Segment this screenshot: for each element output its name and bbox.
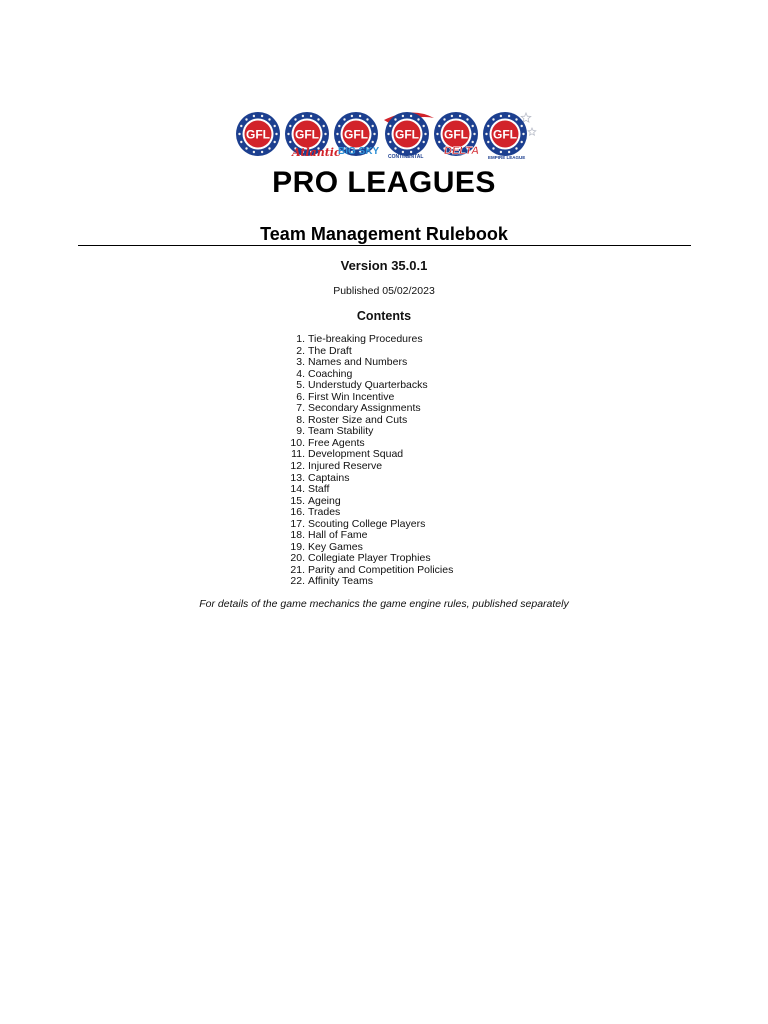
badge-star-dot	[336, 133, 338, 135]
badge-star-dot	[459, 115, 461, 117]
contents-item	[282, 484, 453, 496]
badge-star-dot	[410, 151, 412, 153]
league-logos	[234, 110, 538, 162]
badge-star-dot	[521, 141, 523, 143]
badge-star-dot	[240, 141, 242, 143]
badge-star-dot	[472, 141, 474, 143]
badge-star-dot	[338, 125, 340, 127]
badge-star-dot	[423, 141, 425, 143]
badge-star-dot	[410, 115, 412, 117]
badge-star-dot	[289, 141, 291, 143]
contents-item-label: Coaching	[308, 367, 353, 380]
contents-item-number: 8.	[296, 413, 305, 426]
table-of-contents	[282, 334, 453, 588]
badge-star-dot	[451, 115, 453, 117]
contents-item-label: Staff	[308, 483, 330, 496]
badge-star-dot	[500, 115, 502, 117]
badge-text: GFL	[444, 127, 468, 142]
atlantic-wordmark: Atlantic	[292, 146, 341, 159]
contents-item-label: Free Agents	[308, 436, 365, 449]
star-icon	[521, 113, 531, 122]
contents-item-label: Injured Reserve	[308, 460, 383, 473]
badge-star-dot	[394, 147, 396, 149]
contents-item-number: 4.	[296, 367, 305, 380]
badge-gfl-continental	[385, 112, 429, 156]
badge-star-dot	[423, 125, 425, 127]
badge-text: GFL	[395, 127, 419, 142]
badge-star-dot	[521, 125, 523, 127]
badge-star-dot	[487, 141, 489, 143]
badge-star-dot	[343, 118, 345, 120]
league-logos-svg	[234, 110, 538, 162]
contents-item-number: 16.	[290, 506, 305, 519]
badge-star-dot	[508, 151, 510, 153]
badge-star-dot	[436, 133, 438, 135]
badge-text: GFL	[493, 127, 517, 142]
contents-item-number: 1.	[296, 333, 305, 345]
badge-star-dot	[287, 133, 289, 135]
footnote: For details of the game mechanics the game engine rules, published separately	[199, 598, 569, 610]
badge-star-dot	[351, 115, 353, 117]
badge-star-dot	[274, 125, 276, 127]
contents-item-number: 11.	[291, 448, 305, 461]
badge-star-dot	[485, 133, 487, 135]
badge-star-dot	[302, 115, 304, 117]
contents-heading: Contents	[356, 309, 412, 323]
contents-item-number: 14.	[290, 483, 305, 496]
badge-star-dot	[268, 118, 270, 120]
badge-star-dot	[472, 125, 474, 127]
contents-item-number: 9.	[296, 425, 305, 438]
contents-item-label: Ageing	[308, 494, 341, 507]
document-subtitle: Team Management Rulebook	[260, 224, 508, 244]
contents-item-number: 20.	[290, 552, 305, 565]
badge-star-dot	[261, 115, 263, 117]
badge-star-dot	[359, 115, 361, 117]
badge-star-dot	[373, 133, 375, 135]
badge-text: GFL	[295, 127, 319, 142]
badge-star-dot	[389, 125, 391, 127]
badge-star-dot	[261, 151, 263, 153]
badge-star-dot	[289, 125, 291, 127]
contents-item	[282, 461, 453, 473]
badge-star-dot	[324, 133, 326, 135]
contents-item-label: The Draft	[308, 344, 352, 357]
badge-star-dot	[310, 115, 312, 117]
contents-item-number: 10.	[290, 436, 305, 449]
contents-item-label: Parity and Competition Policies	[308, 563, 454, 576]
contents-item-label: Hall of Fame	[308, 529, 368, 542]
published-date: Published 05/02/2023	[333, 285, 435, 297]
badge-text: GFL	[344, 127, 368, 142]
badge-star-dot	[253, 151, 255, 153]
contents-item-label: Team Stability	[308, 425, 374, 438]
contents-item-number: 19.	[290, 540, 305, 553]
badge-star-dot	[323, 141, 325, 143]
contents-item-number: 21.	[290, 563, 305, 576]
badge-star-dot	[323, 125, 325, 127]
contents-item-label: Tie-breaking Procedures	[308, 333, 423, 345]
contents-item-label: Names and Numbers	[308, 356, 408, 369]
continental-wordmark: CONTINENTAL	[388, 154, 424, 160]
page-title: PRO LEAGUES	[272, 166, 496, 199]
badge-star-dot	[515, 118, 517, 120]
badge-star-dot	[274, 141, 276, 143]
contents-item-number: 3.	[296, 356, 305, 369]
version-label: Version 35.0.1	[340, 258, 428, 273]
badge-star-dot	[402, 151, 404, 153]
badge-star-dot	[443, 118, 445, 120]
badge-star-dot	[275, 133, 277, 135]
contents-item-number: 2.	[296, 344, 305, 357]
badge-star-dot	[473, 133, 475, 135]
badge-star-dot	[366, 118, 368, 120]
contents-item-label: Understudy Quarterbacks	[308, 379, 428, 392]
badge-star-dot	[492, 118, 494, 120]
badge-star-dot	[245, 118, 247, 120]
contents-item-label: Trades	[308, 506, 341, 519]
contents-item-label: Scouting College Players	[308, 517, 426, 530]
badge-star-dot	[245, 147, 247, 149]
badge-star-dot	[240, 125, 242, 127]
badge-star-dot	[253, 115, 255, 117]
badge-star-dot	[294, 118, 296, 120]
contents-item-label: First Win Incentive	[308, 390, 395, 403]
badge-star-dot	[389, 141, 391, 143]
contents-item-label: Key Games	[308, 540, 363, 553]
contents-item-label: Secondary Assignments	[308, 402, 421, 415]
contents-item-number: 18.	[290, 529, 305, 542]
badge-star-dot	[438, 125, 440, 127]
badge-star-dot	[317, 118, 319, 120]
badge-star-dot	[500, 151, 502, 153]
contents-item-number: 17.	[290, 517, 305, 530]
badge-star-dot	[268, 147, 270, 149]
badge-star-dot	[238, 133, 240, 135]
badge-gfl-main	[236, 112, 280, 156]
badge-star-dot	[417, 118, 419, 120]
badge-star-dot	[394, 118, 396, 120]
badge-star-dot	[522, 133, 524, 135]
contents-item	[282, 357, 453, 369]
big-sky-wordmark: BIG SKY	[338, 146, 380, 157]
badge-star-dot	[487, 125, 489, 127]
badge-star-dot	[438, 141, 440, 143]
badge-star-dot	[417, 147, 419, 149]
badge-star-dot	[492, 147, 494, 149]
badge-text: GFL	[246, 127, 270, 142]
contents-item-number: 7.	[296, 402, 305, 415]
empire-league-wordmark: EMPIRE LEAGUE	[488, 155, 526, 160]
badge-star-dot	[508, 115, 510, 117]
contents-item-number: 22.	[290, 575, 305, 588]
badge-star-dot	[515, 147, 517, 149]
badge-star-dot	[387, 133, 389, 135]
badge-star-dot	[372, 141, 374, 143]
contents-item-number: 6.	[296, 390, 305, 403]
badge-gfl-empire	[483, 112, 527, 156]
contents-item-label: Captains	[308, 471, 350, 484]
contents-item	[282, 380, 453, 392]
badge-star-dot	[372, 125, 374, 127]
title-divider	[78, 245, 691, 246]
contents-item	[282, 576, 453, 588]
contents-item-label: Affinity Teams	[308, 575, 373, 588]
contents-item-label: Development Squad	[308, 448, 404, 461]
badge-star-dot	[424, 133, 426, 135]
badge-star-dot	[466, 118, 468, 120]
badge-star-dot	[402, 115, 404, 117]
contents-item-label: Collegiate Player Trophies	[308, 552, 431, 565]
contents-item	[282, 334, 453, 346]
badge-star-dot	[338, 141, 340, 143]
contents-item-number: 15.	[290, 494, 305, 507]
contents-item-number: 13.	[290, 471, 305, 484]
contents-item-number: 12.	[290, 460, 305, 473]
star-icon	[528, 128, 536, 135]
delta-wordmark: DELTA	[444, 145, 480, 157]
contents-item-number: 5.	[296, 379, 305, 392]
contents-item-label: Roster Size and Cuts	[308, 413, 408, 426]
